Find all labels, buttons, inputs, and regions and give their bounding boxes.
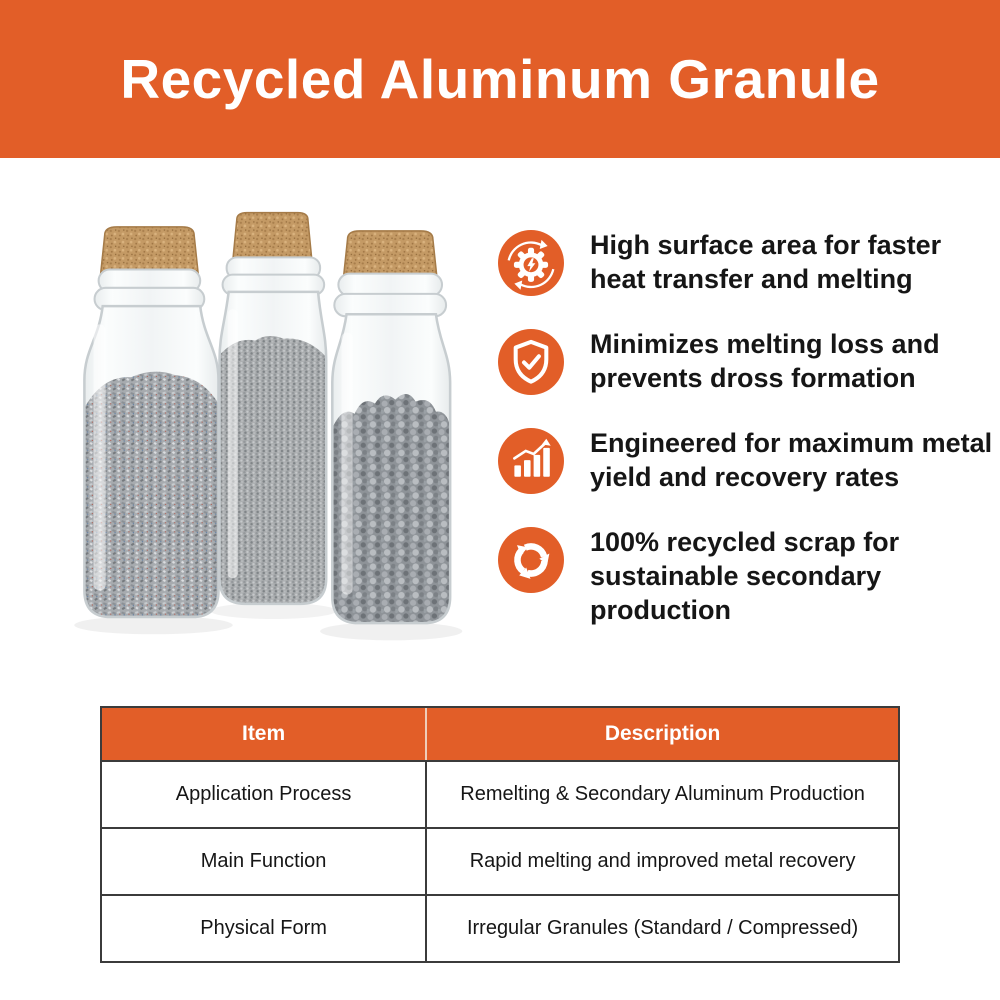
bottle-shadow: [210, 603, 336, 619]
bottle-coarse-chunks: [332, 231, 450, 623]
item-cell: Physical Form: [102, 894, 425, 961]
table-row: [102, 760, 898, 827]
bar-chart-growth-icon: [498, 428, 564, 494]
bottle-shredded-flakes: [84, 227, 218, 617]
description-cell: Irregular Granules (Standard / Compressed): [425, 894, 898, 961]
cork-stopper: [343, 231, 436, 278]
feature-item: [498, 527, 1000, 627]
description-cell: Remelting & Secondary Aluminum Production: [425, 760, 898, 827]
description-cell: Rapid melting and improved metal recovery: [425, 827, 898, 894]
col-header-item: Item: [102, 708, 425, 760]
product-photo: [10, 172, 490, 680]
spec-table-wrap: [100, 706, 900, 963]
table-header-row: [102, 708, 898, 760]
bottle-shadow: [320, 622, 462, 640]
shield-check-icon: [498, 329, 564, 395]
feature-item: [498, 428, 1000, 494]
table-row: [102, 827, 898, 894]
feature-text: Minimizes melting loss and prevents dross formation: [590, 329, 940, 393]
feature-item: [498, 329, 1000, 395]
feature-text: 100% recycled scrap for sustainable secondary production: [590, 527, 900, 625]
page-title: Recycled Aluminum Granule: [120, 48, 880, 110]
feature-list: [490, 172, 1000, 690]
bottles-illustration: [10, 172, 490, 680]
feature-item: [498, 230, 1000, 296]
bottle-fine-granules: [220, 213, 327, 604]
bottle-shadow: [74, 616, 232, 634]
cork-stopper: [101, 227, 199, 274]
table-row: [102, 894, 898, 961]
item-cell: Application Process: [102, 760, 425, 827]
main-content: [0, 158, 1000, 690]
feature-text: Engineered for maximum metal yield and recovery rates: [590, 428, 993, 492]
col-header-description: Description: [425, 708, 898, 760]
recycle-arrows-icon: [498, 527, 564, 593]
feature-text: High surface area for faster heat transfer and melting: [590, 230, 942, 294]
item-cell: Main Function: [102, 827, 425, 894]
spec-table: [100, 706, 900, 963]
header-banner: [0, 0, 1000, 158]
cork-stopper: [233, 213, 312, 262]
gear-energy-cycle-icon: [498, 230, 564, 296]
